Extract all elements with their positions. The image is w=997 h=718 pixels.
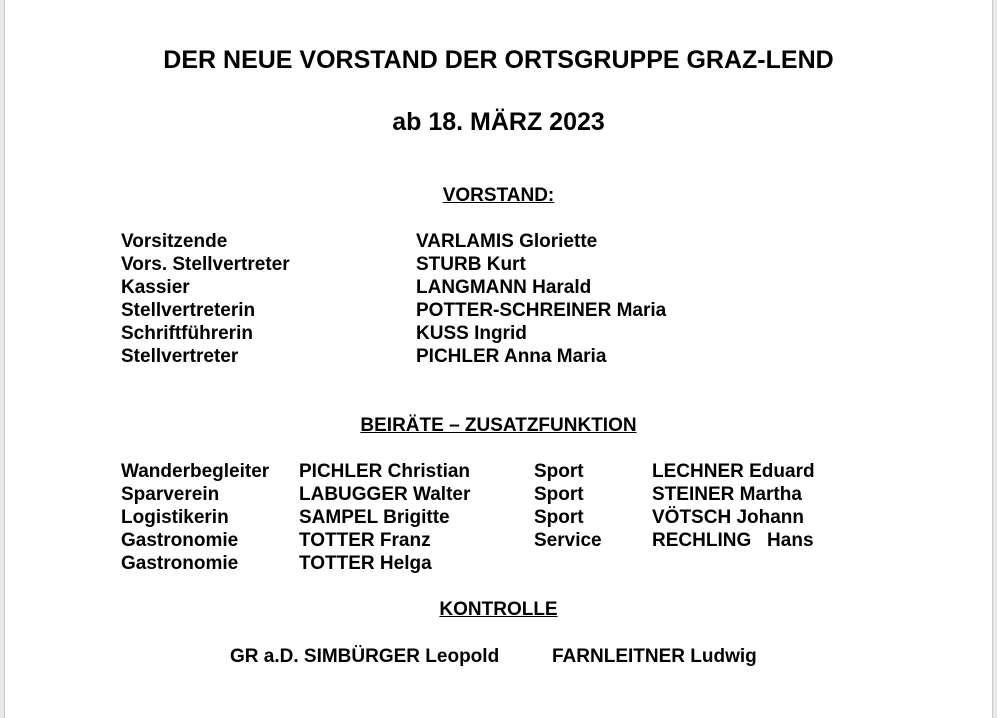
vorstand-role: Stellvertreterin bbox=[121, 300, 256, 321]
vorstand-name: PICHLER Anna Maria bbox=[416, 346, 607, 367]
beirat-name: SAMPEL Brigitte bbox=[299, 507, 450, 528]
beirat-name: LECHNER Eduard bbox=[652, 461, 815, 482]
beirat-role: Wanderbegleiter bbox=[121, 461, 270, 482]
beirat-role: Sport bbox=[534, 484, 584, 505]
beirat-role: Service bbox=[534, 530, 602, 551]
vorstand-name: POTTER-SCHREINER Maria bbox=[416, 300, 667, 321]
beirat-name: STEINER Martha bbox=[652, 484, 802, 505]
vorstand-name: KUSS Ingrid bbox=[416, 323, 527, 344]
vorstand-name: STURB Kurt bbox=[416, 254, 526, 275]
beirat-name: TOTTER Franz bbox=[299, 530, 431, 551]
section-heading-vorstand: VORSTAND: bbox=[442, 185, 555, 206]
vorstand-role: Stellvertreter bbox=[121, 346, 239, 367]
vorstand-name: LANGMANN Harald bbox=[416, 277, 592, 298]
kontrolle-name: FARNLEITNER Ludwig bbox=[552, 646, 757, 667]
section-heading-beiraete: BEIRÄTE – ZUSATZFUNKTION bbox=[360, 415, 637, 436]
beirat-role: Gastronomie bbox=[121, 530, 239, 551]
vorstand-role: Kassier bbox=[121, 277, 190, 298]
vorstand-name: VARLAMIS Gloriette bbox=[416, 231, 598, 252]
vorstand-role: Schriftführerin bbox=[121, 323, 253, 344]
beirat-name: PICHLER Christian bbox=[299, 461, 471, 482]
kontrolle-name: GR a.D. SIMBÜRGER Leopold bbox=[230, 646, 500, 667]
beirat-name: TOTTER Helga bbox=[299, 553, 432, 574]
beirat-role: Sport bbox=[534, 507, 584, 528]
beirat-role: Sparverein bbox=[121, 484, 220, 505]
beirat-role: Sport bbox=[534, 461, 584, 482]
beirat-role: Gastronomie bbox=[121, 553, 239, 574]
beirat-name: RECHLING Hans bbox=[652, 530, 814, 551]
section-heading-kontrolle: KONTROLLE bbox=[439, 599, 558, 620]
vorstand-role: Vorsitzende bbox=[121, 231, 228, 252]
vorstand-role: Vors. Stellvertreter bbox=[121, 254, 290, 275]
document-title: DER NEUE VORSTAND DER ORTSGRUPPE GRAZ-LEND bbox=[163, 46, 834, 74]
beirat-name: VÖTSCH Johann bbox=[652, 507, 805, 528]
document-subtitle: ab 18. MÄRZ 2023 bbox=[392, 108, 605, 136]
beirat-role: Logistikerin bbox=[121, 507, 229, 528]
beirat-name: LABUGGER Walter bbox=[299, 484, 471, 505]
